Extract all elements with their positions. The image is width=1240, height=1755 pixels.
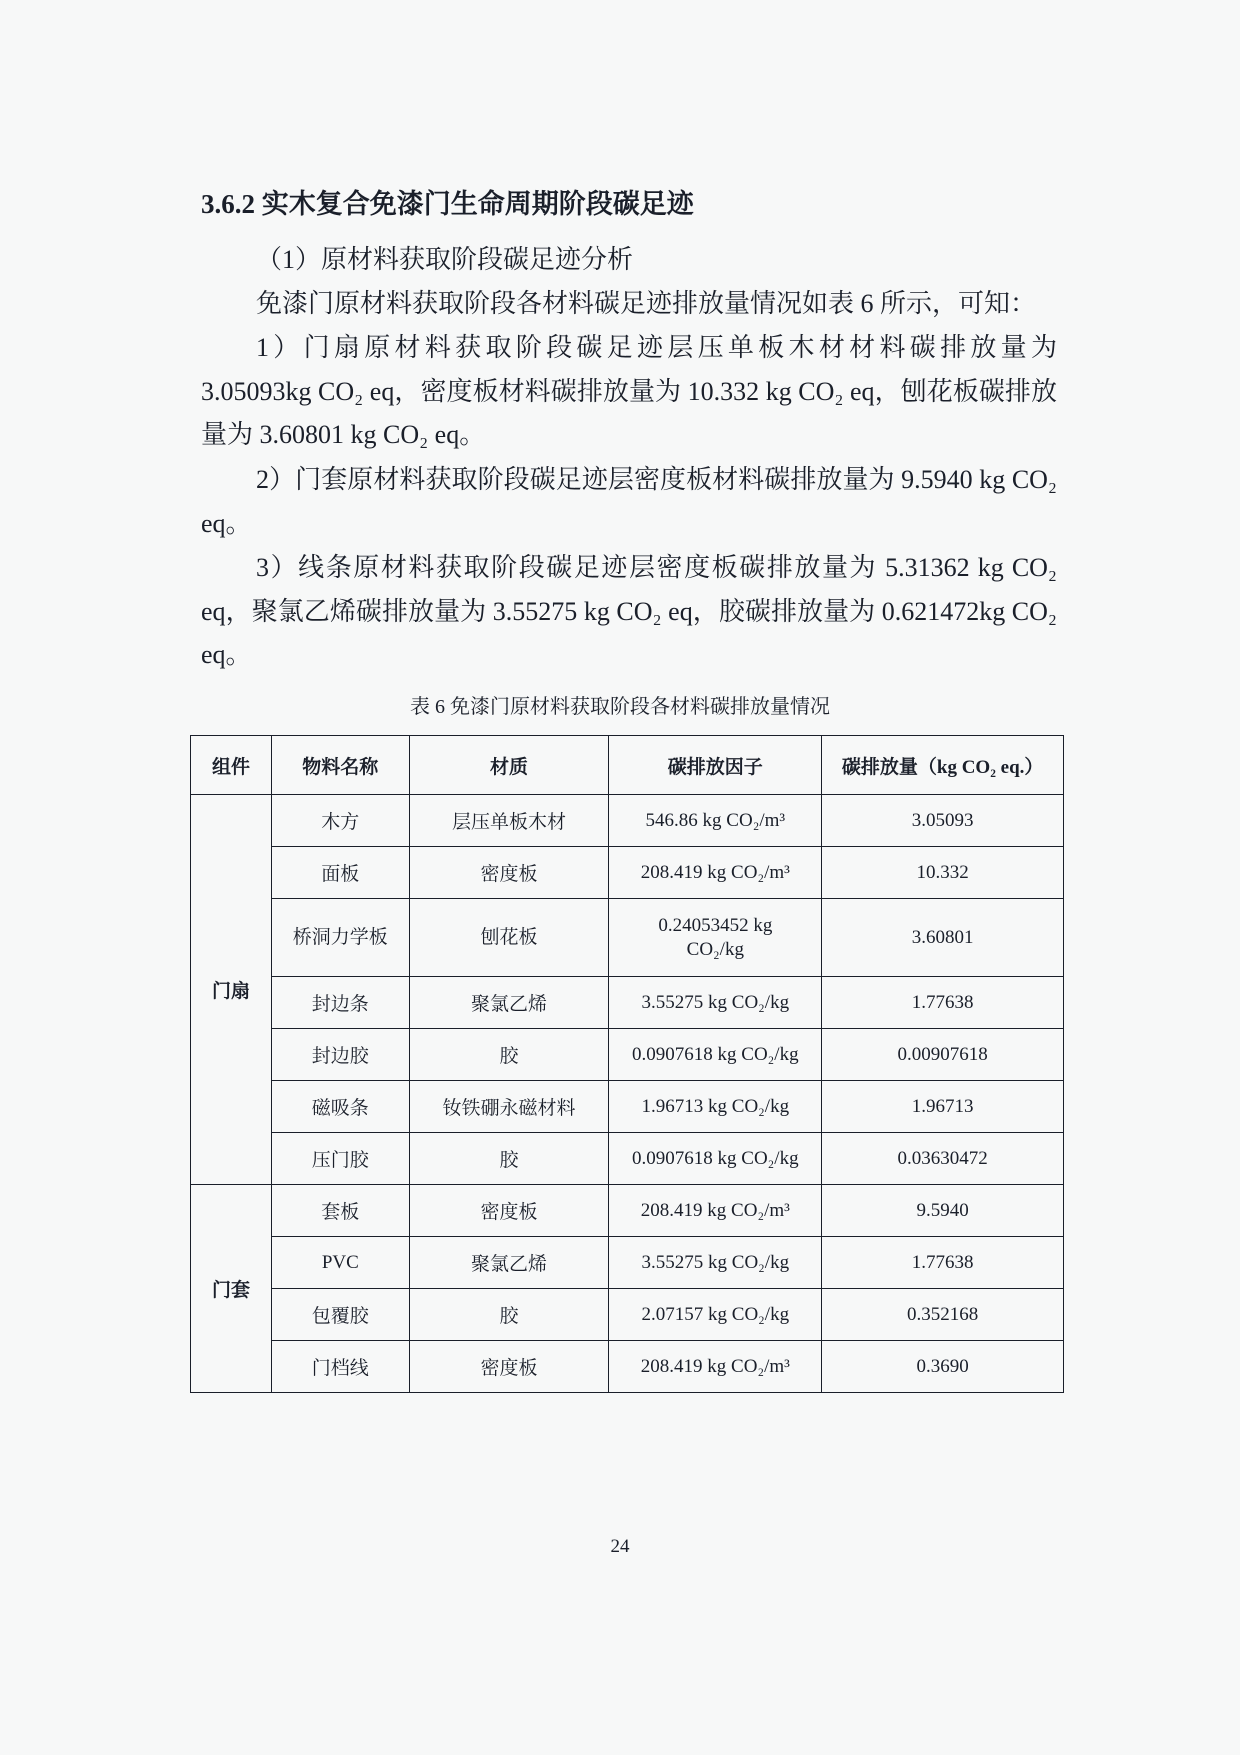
table-row xyxy=(191,1237,1064,1289)
emission-amount-cell: 1.96713 xyxy=(822,1081,1064,1133)
table-row xyxy=(191,1341,1064,1393)
material-type-cell: 聚氯乙烯 xyxy=(409,1237,609,1289)
table-row xyxy=(191,1185,1064,1237)
material-name-cell: 门档线 xyxy=(271,1341,409,1393)
emission-factor-cell: 208.419 kg CO₂/m³ xyxy=(609,1185,822,1237)
emission-amount-cell: 3.60801 xyxy=(822,899,1064,977)
table-row xyxy=(191,977,1064,1029)
emission-amount-cell: 0.352168 xyxy=(822,1289,1064,1341)
emission-factor-cell: 546.86 kg CO₂/m³ xyxy=(609,795,822,847)
emission-amount-cell: 0.03630472 xyxy=(822,1133,1064,1185)
emission-factor-cell: 3.55275 kg CO₂/kg xyxy=(609,1237,822,1289)
table-row xyxy=(191,899,1064,977)
group-cell: 门扇 xyxy=(191,795,272,1185)
material-type-cell: 层压单板木材 xyxy=(409,795,609,847)
emission-factor-cell: 0.24053452 kg CO₂/kg xyxy=(609,899,822,977)
column-header: 碳排放量（kg CO₂ eq.） xyxy=(822,736,1064,795)
material-name-cell: 套板 xyxy=(271,1185,409,1237)
emission-amount-cell: 9.5940 xyxy=(822,1185,1064,1237)
table-row xyxy=(191,1289,1064,1341)
emission-factor-cell: 0.0907618 kg CO₂/kg xyxy=(609,1133,822,1185)
material-name-cell: 封边胶 xyxy=(271,1029,409,1081)
material-type-cell: 胶 xyxy=(409,1289,609,1341)
material-name-cell: 封边条 xyxy=(271,977,409,1029)
material-type-cell: 胶 xyxy=(409,1029,609,1081)
material-name-cell: 面板 xyxy=(271,847,409,899)
paragraph-door-frame: 2）门套原材料获取阶段碳足迹层密度板材料碳排放量为 9.5940 kg CO₂ eq。 xyxy=(201,465,1057,538)
emission-factor-cell: 208.419 kg CO₂/m³ xyxy=(609,1341,822,1393)
material-name-cell: 磁吸条 xyxy=(271,1081,409,1133)
material-type-cell: 胶 xyxy=(409,1133,609,1185)
table-header-row xyxy=(191,736,1064,795)
page-number: 24 xyxy=(610,1536,630,1557)
material-type-cell: 钕铁硼永磁材料 xyxy=(409,1081,609,1133)
emission-factor-cell: 208.419 kg CO₂/m³ xyxy=(609,847,822,899)
material-type-cell: 密度板 xyxy=(409,847,609,899)
material-type-cell: 密度板 xyxy=(409,1185,609,1237)
table-row xyxy=(191,1029,1064,1081)
subsection-title: （1）原材料获取阶段碳足迹分析 xyxy=(256,245,634,274)
material-type-cell: 密度板 xyxy=(409,1341,609,1393)
table-caption: 表 6 免漆门原材料获取阶段各材料碳排放量情况 xyxy=(410,696,830,718)
column-header: 材质 xyxy=(409,736,609,795)
emission-factor-cell: 1.96713 kg CO₂/kg xyxy=(609,1081,822,1133)
paragraph-door-leaf: 1）门扇原材料获取阶段碳足迹层压单板木材材料碳排放量为 3.05093kg CO₂ eq，密度板材料碳排放量为 10.332 kg CO₂ eq，刨花板碳排放量为 3.60801 kg CO₂ eq。 xyxy=(201,333,1057,449)
material-name-cell: 桥洞力学板 xyxy=(271,899,409,977)
emission-factor-cell: 0.0907618 kg CO₂/kg xyxy=(609,1029,822,1081)
emission-amount-cell: 1.77638 xyxy=(822,977,1064,1029)
material-name-cell: 包覆胶 xyxy=(271,1289,409,1341)
emission-amount-cell: 10.332 xyxy=(822,847,1064,899)
material-name-cell: 压门胶 xyxy=(271,1133,409,1185)
table-row xyxy=(191,795,1064,847)
table-row xyxy=(191,1133,1064,1185)
column-header: 碳排放因子 xyxy=(609,736,822,795)
material-name-cell: 木方 xyxy=(271,795,409,847)
column-header: 组件 xyxy=(191,736,272,795)
group-cell: 门套 xyxy=(191,1185,272,1393)
paragraph-intro: 免漆门原材料获取阶段各材料碳足迹排放量情况如表 6 所示，可知： xyxy=(256,289,1037,318)
emission-factor-cell: 3.55275 kg CO₂/kg xyxy=(609,977,822,1029)
emission-factor-cell: 2.07157 kg CO₂/kg xyxy=(609,1289,822,1341)
table-row xyxy=(191,1081,1064,1133)
material-name-cell: PVC xyxy=(271,1237,409,1289)
emission-amount-cell: 1.77638 xyxy=(822,1237,1064,1289)
table-row xyxy=(191,847,1064,899)
emission-amount-cell: 0.00907618 xyxy=(822,1029,1064,1081)
material-type-cell: 刨花板 xyxy=(409,899,609,977)
column-header: 物料名称 xyxy=(271,736,409,795)
emission-amount-cell: 0.3690 xyxy=(822,1341,1064,1393)
emissions-table xyxy=(190,735,1064,1393)
material-type-cell: 聚氯乙烯 xyxy=(409,977,609,1029)
section-heading: 3.6.2 实木复合免漆门生命周期阶段碳足迹 xyxy=(201,189,694,219)
paragraph-trim: 3）线条原材料获取阶段碳足迹层密度板碳排放量为 5.31362 kg CO₂ eq，聚氯乙烯碳排放量为 3.55275 kg CO₂ eq，胶碳排放量为 0.621472kg CO₂ eq。 xyxy=(201,553,1057,669)
emission-amount-cell: 3.05093 xyxy=(822,795,1064,847)
